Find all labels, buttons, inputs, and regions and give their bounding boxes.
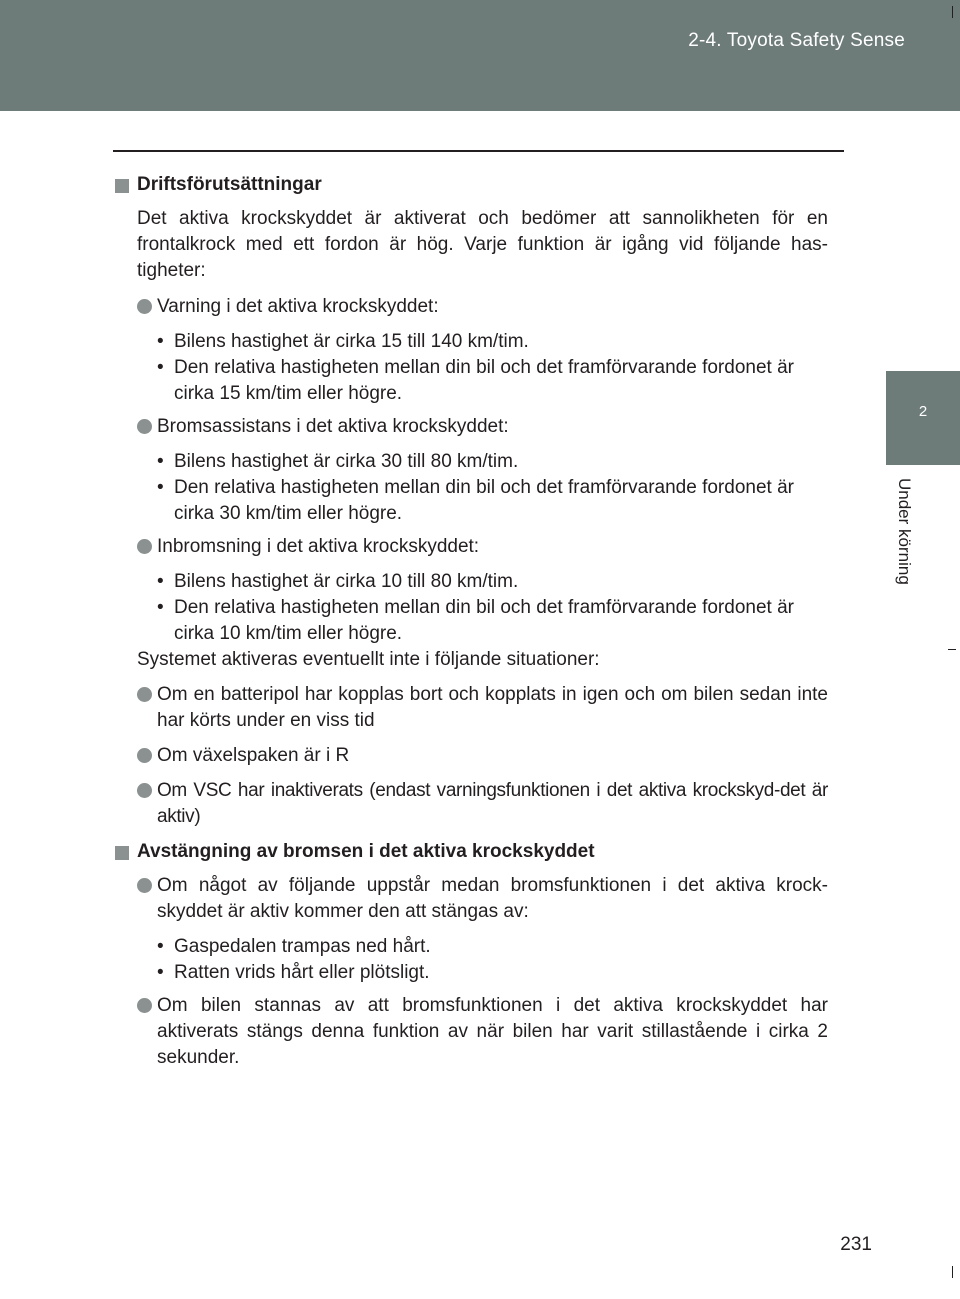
list-item-text: Om bilen stannas av att bromsfunktionen i det aktiva krockskyddet har aktiverats stängs denna funktion av när bilen har varit stillastående i cirka 2 sekunder. — [157, 995, 828, 1068]
chapter-title: Under körning — [895, 478, 914, 585]
list-item — [157, 414, 828, 440]
header-rule — [113, 150, 844, 152]
sub-list-item: • Den relativa hastigheten mellan din bil och det framförvarande fordonet är cirka 10 km/tim eller högre. — [157, 597, 794, 644]
sub-list-item: • Bilens hastighet är cirka 10 till 80 km/tim. — [157, 571, 519, 592]
outro-paragraph: Systemet aktiveras eventuellt inte i följande situationer: — [137, 649, 600, 670]
section-title: 2-4. Toyota Safety Sense — [688, 30, 905, 51]
circle-bullet-icon — [137, 878, 152, 893]
list-item-text: Om något av följande uppstår medan bromsfunktionen i det aktiva krock-skyddet är aktiv kommer den att stängas av: — [157, 875, 828, 922]
circle-bullet-icon — [137, 748, 152, 763]
sub-list — [157, 934, 828, 986]
list-item-text: Om en batteripol har kopplas bort och kopplats in igen och om bilen sedan inte har körts under en viss tid — [157, 684, 828, 731]
circle-bullet-icon — [137, 687, 152, 702]
chapter-tab — [886, 371, 960, 465]
list-item — [157, 993, 828, 1071]
circle-bullet-icon — [137, 419, 152, 434]
circle-bullet-icon — [137, 998, 152, 1013]
circle-bullet-icon — [137, 783, 152, 798]
square-bullet-icon — [115, 846, 129, 860]
list-item — [157, 294, 828, 320]
sub-list-item: • Bilens hastighet är cirka 15 till 140 km/tim. — [157, 331, 529, 352]
crop-mark — [952, 1266, 953, 1278]
list-item — [157, 778, 828, 830]
list-item-text: Inbromsning i det aktiva krockskyddet: — [157, 536, 480, 557]
sub-list — [157, 449, 828, 527]
section-heading-brake-shutoff — [115, 839, 828, 865]
sub-list — [157, 569, 828, 647]
crop-mark — [952, 6, 953, 18]
list-item-text: Om växelspaken är i R — [157, 745, 350, 766]
sub-list-item: • Ratten vrids hårt eller plötsligt. — [157, 962, 430, 983]
section-heading-text: Avstängning av bromsen i det aktiva krockskyddet — [137, 841, 595, 862]
intro-paragraph: Det aktiva krockskyddet är aktiverat och bedömer att sannolikheten för en frontalkrock med ett fordon är hög. Varje funktion är igång vid följande has-tigheter: — [137, 208, 828, 281]
list-item — [157, 873, 828, 925]
list-item — [157, 743, 828, 769]
circle-bullet-icon — [137, 539, 152, 554]
chapter-number: 2 — [918, 403, 928, 420]
sub-list-item: • Bilens hastighet är cirka 30 till 80 km/tim. — [157, 451, 519, 472]
square-bullet-icon — [115, 179, 129, 193]
sub-list-item: • Den relativa hastigheten mellan din bil och det framförvarande fordonet är cirka 15 km/tim eller högre. — [157, 357, 794, 404]
list-item — [157, 682, 828, 734]
list-item-text: Varning i det aktiva krockskyddet: — [157, 296, 439, 317]
circle-bullet-icon — [137, 299, 152, 314]
sub-list-item: • Gaspedalen trampas ned hårt. — [157, 936, 431, 957]
list-item — [157, 534, 828, 560]
page-content — [115, 172, 828, 1080]
crop-mark — [948, 649, 956, 650]
page-header — [0, 0, 960, 111]
list-item-text: Bromsassistans i det aktiva krockskyddet: — [157, 416, 509, 437]
list-item-text: Om VSC har inaktiverats (endast varningsfunktionen i det aktiva krockskyd-det är aktiv) — [157, 780, 828, 827]
section-heading-operating-conditions — [115, 172, 828, 198]
page-number: 231 — [840, 1234, 872, 1255]
sub-list-item: • Den relativa hastigheten mellan din bil och det framförvarande fordonet är cirka 30 km/tim eller högre. — [157, 477, 794, 524]
section-heading-text: Driftsförutsättningar — [137, 174, 322, 195]
sub-list — [157, 329, 828, 407]
